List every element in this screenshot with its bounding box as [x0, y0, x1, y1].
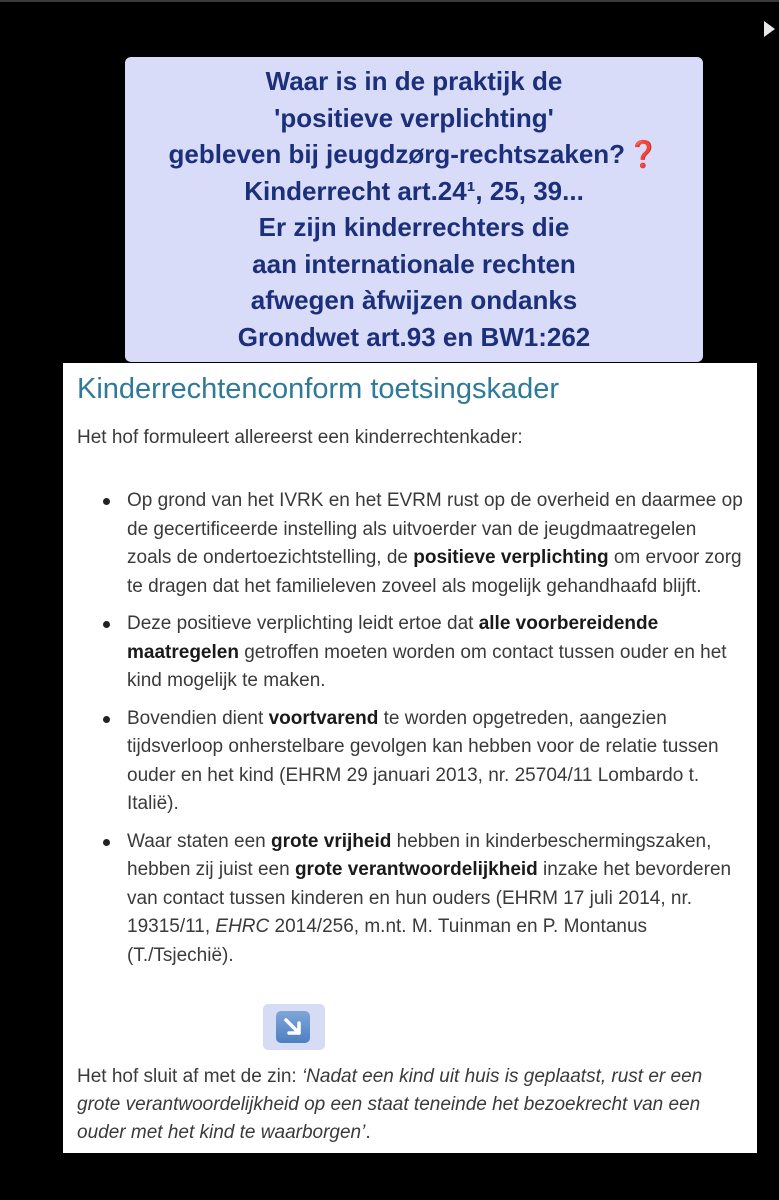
arrow-down-right-icon — [263, 1004, 325, 1050]
header-question-card — [125, 57, 703, 362]
header-line: Kinderrecht art.24¹, 25, 39... — [244, 175, 584, 206]
bullet-text: getroffen moeten worden om contact tussen ouder en het kind mogelijk te maken. — [127, 641, 727, 691]
bullet-item — [103, 487, 743, 601]
bullet-text: om ervoor zorg te dragen dat het familieleven zoveel als mogelijk gehandhaafd blijft. — [127, 547, 742, 597]
bullet-item — [103, 610, 743, 696]
bullet-bold-text: alle voorbereidende maatregelen — [127, 613, 659, 663]
bullet-bold-text: grote verantwoordelijkheid — [294, 859, 538, 880]
document-excerpt — [63, 363, 757, 1153]
header-line — [125, 136, 703, 173]
bullet-text: Deze positieve verplichting leidt ertoe dat — [127, 613, 479, 634]
bullet-list — [103, 487, 743, 979]
bullet-italic-text: EHRC — [215, 916, 270, 937]
header-line-text: gebleven bij jeugdzørg-rechtszaken? — [168, 139, 626, 169]
conclusion-paragraph — [77, 1063, 747, 1147]
header-line: aan internationale rechten — [252, 248, 576, 279]
header-line: Er zijn kinderrechters die — [258, 212, 570, 242]
bullet-text: te worden opgetreden, aangezien tijdsverloop onherstelbare gevolgen kan hebben voor de relatie tussen ouder en het kind (EHRM 29 januari 2013, nr. 25704/11 Lombardo t. Italië). — [127, 707, 719, 814]
bullet-bold-text: grote vrijheid — [270, 830, 392, 852]
question-mark-icon: ❓ — [627, 139, 660, 169]
bullet-bold-text: voortvarend — [268, 707, 379, 729]
bullet-text: inzake het bevorderen van contact tussen kinderen en hun ouders (EHRM 17 juli 2014, nr. 19315/11, — [127, 859, 732, 937]
bullet-text: 2014/256, m.nt. M. Tuinman en P. Montanus (T./Tsjechië). — [127, 916, 648, 966]
bullet-text: Waar staten een — [127, 830, 271, 852]
top-border — [0, 0, 779, 2]
document-intro: Het hof formuleert allereerst een kinderrechtenkader: — [77, 427, 523, 448]
play-arrow-icon[interactable] — [762, 20, 776, 38]
header-line: Grondwet art.93 en BW1:262 — [237, 321, 591, 352]
bullet-text: Bovendien dient — [127, 707, 269, 729]
header-line: 'positieve verplichting' — [274, 102, 554, 133]
document-title: Kinderrechtenconform toetsingskader — [77, 373, 559, 405]
conclusion-suffix: . — [365, 1122, 371, 1143]
bullet-item — [103, 828, 743, 971]
bullet-text: hebben in kinderbeschermingszaken, hebben zij juist een — [127, 830, 712, 880]
conclusion-quote: ‘Nadat een kind uit huis is geplaatst, rust er een grote verantwoordelijkheid op een staat teneinde het bezoekrecht van een ouder met het kind te waarborgen’ — [77, 1066, 703, 1143]
header-line: afwegen àfwijzen ondanks — [250, 285, 578, 315]
bullet-text: Op grond van het IVRK en het EVRM rust op de overheid en daarmee op de gecertificeerde instelling als uitvoerder van de jeugdmaatregelen zoals de ondertoezichtstelling, de — [127, 490, 743, 568]
conclusion-prefix: Het hof sluit af met de zin: — [77, 1066, 302, 1087]
bullet-item — [103, 705, 743, 819]
bullet-bold-text: positieve verplichting — [413, 547, 609, 568]
header-line: Waar is in de praktijk de — [265, 66, 563, 96]
